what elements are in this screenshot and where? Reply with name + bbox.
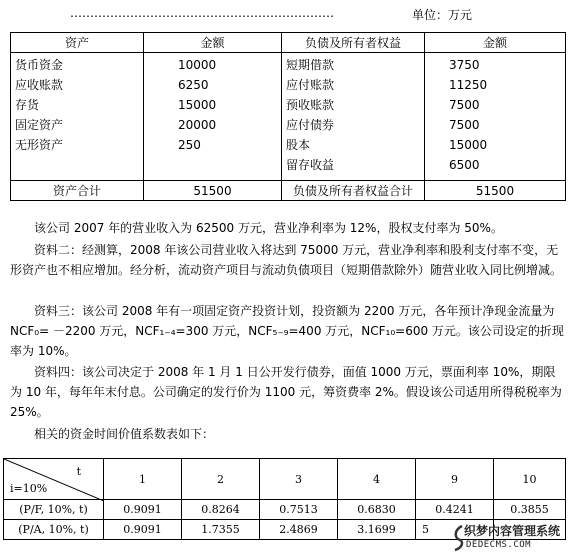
watermark-text: 织梦内容管理系统 (464, 524, 561, 538)
asset-value: 20000 (178, 118, 217, 132)
total-asset-label: 资产合计 (11, 181, 144, 201)
asset-value: 250 (178, 138, 201, 152)
unit-line (10, 6, 570, 22)
pa-value: 3.1699 (338, 520, 416, 540)
period-header: 9 (416, 459, 494, 500)
header-cell: 金额 (144, 33, 282, 53)
pf-value: 0.9091 (104, 500, 182, 520)
paragraph-material-4: 资料四：该公司决定于 2008 年 1 月 1 日公开发行债券，面值 1000 万元，票面利率 10%，期限为 10 年，每年年末付息。公司确定的发行价为 1100 元，筹资费率 2%。假设该公司适用所得税税率为 25%。 (10, 365, 562, 419)
liability-name: 预收账款 (286, 98, 335, 112)
liability-name: 股本 (286, 138, 311, 152)
corner-rate-label: i=10% (10, 482, 48, 495)
asset-name: 固定资产 (15, 118, 64, 132)
total-liab-value: 51500 (425, 181, 566, 201)
dotted-leader: ………………………………………………………… (70, 6, 334, 20)
liability-value: 11250 (449, 78, 488, 92)
paragraph-material-3: 资料三：该公司 2008 年有一项固定资产投资计划，投资额为 2200 万元，各年预计净现金流量为 NCF₀= －2200 万元，NCF₁₋₄=300 万元，NCF₅₋₉=400 万元，NCF₁₀=600 万元。该公司设定的折现率为 10%。 (10, 304, 564, 358)
period-header: 4 (338, 459, 416, 500)
balance-sheet-total-row (11, 181, 566, 201)
asset-value: 15000 (178, 98, 217, 112)
asset-value: 10000 (178, 58, 217, 72)
liability-name: 短期借款 (286, 58, 335, 72)
pa-value: 5 (416, 520, 494, 540)
pa-value: 0.9091 (104, 520, 182, 540)
asset-name: 无形资产 (15, 138, 64, 152)
watermark-url: DEDECMS.COM (466, 540, 532, 550)
paragraph-table-intro: 相关的资金时间价值系数表如下： (34, 427, 215, 441)
paragraph-revenue: 该公司 2007 年的营业收入为 62500 万元，营业净利率为 12%，股权支付率为 50%。 (34, 221, 503, 235)
diagonal-header-cell (4, 459, 104, 500)
balance-sheet-table (10, 32, 566, 201)
header-cell: 资产 (11, 33, 144, 53)
liability-name: 留存收益 (286, 158, 335, 172)
header-cell: 负债及所有者权益 (282, 33, 425, 53)
liability-value: 7500 (449, 98, 480, 112)
liability-names-cell (282, 53, 425, 181)
total-liab-label: 负债及所有者权益合计 (282, 181, 425, 201)
asset-value: 6250 (178, 78, 209, 92)
asset-name: 应收账款 (15, 78, 64, 92)
period-header: 10 (494, 459, 566, 500)
pf-row (4, 500, 566, 520)
corner-t-label: t (76, 465, 81, 478)
liability-name: 应付账款 (286, 78, 335, 92)
unit-label: 单位：万元 (412, 8, 473, 22)
pf-value: 0.4241 (416, 500, 494, 520)
balance-sheet-header-row (11, 33, 566, 53)
balance-sheet-body-row (11, 53, 566, 181)
period-header: 2 (182, 459, 260, 500)
row-label: (P/F, 10%, t) (4, 500, 104, 520)
paragraph-material-2: 资料二：经测算，2008 年该公司营业收入将达到 75000 万元，营业净利率和股利支付率不变，无形资产也不相应增加。经分析，流动资产项目与流动负债项目（短期借款除外）随营业收入同比例增减。 (10, 243, 563, 277)
time-value-header-row (4, 459, 566, 500)
pf-value: 0.7513 (260, 500, 338, 520)
liability-value: 15000 (449, 138, 488, 152)
watermark (452, 520, 572, 558)
pf-value: 0.6830 (338, 500, 416, 520)
pa-value: 2.4869 (260, 520, 338, 540)
liability-value: 7500 (449, 118, 480, 132)
liability-value: 3750 (449, 58, 480, 72)
header-cell: 金额 (425, 33, 566, 53)
asset-values-cell (144, 53, 282, 181)
pf-value: 0.8264 (182, 500, 260, 520)
asset-name: 存货 (15, 98, 40, 112)
asset-name: 货币资金 (15, 58, 64, 72)
period-header: 3 (260, 459, 338, 500)
row-label: (P/A, 10%, t) (4, 520, 104, 540)
liability-name: 应付债券 (286, 118, 335, 132)
pf-value: 0.3855 (494, 500, 566, 520)
pa-value: 1.7355 (182, 520, 260, 540)
total-asset-value: 51500 (144, 181, 282, 201)
liability-value: 6500 (449, 158, 480, 172)
asset-names-cell (11, 53, 144, 181)
period-header: 1 (104, 459, 182, 500)
liability-values-cell (425, 53, 566, 181)
